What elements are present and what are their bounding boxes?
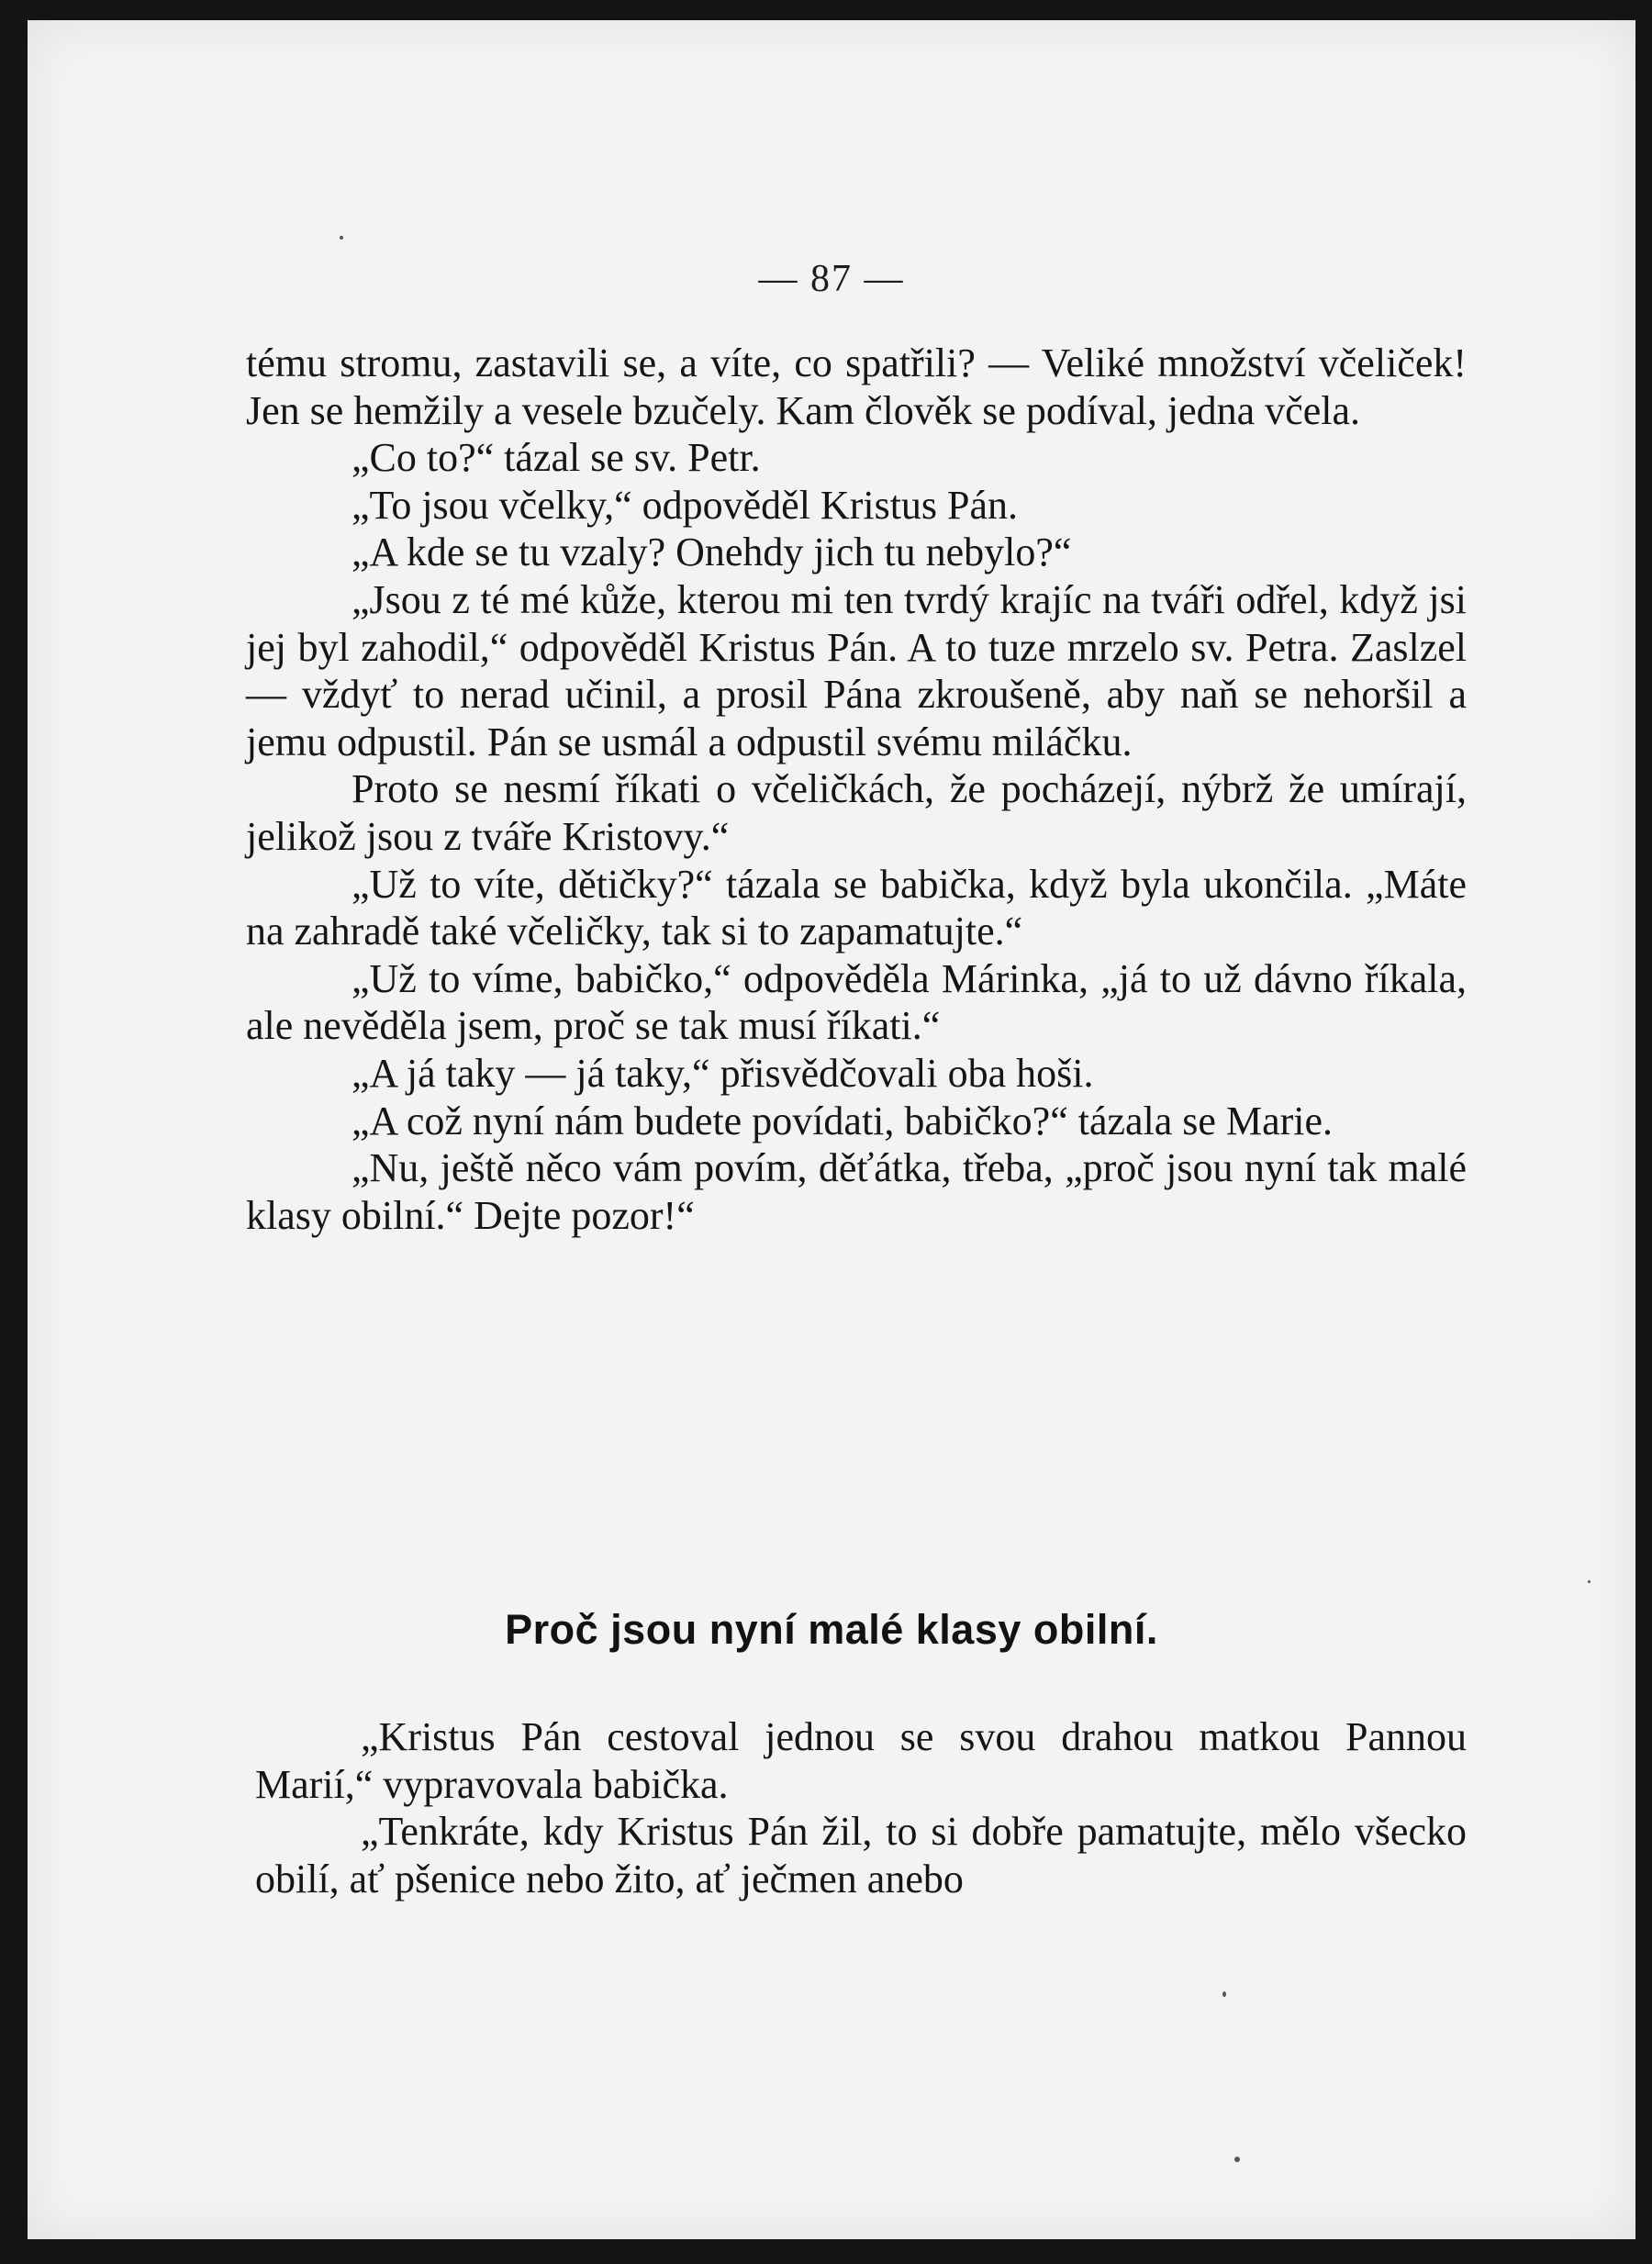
paragraph: „Už to víte, dětičky?“ tázala se babička, když byla ukončila. „Máte na zahradě také včeličky, tak si to zapamatujte.“ — [246, 861, 1467, 954]
paragraph: „Jsou z té mé kůže, kterou mi ten tvrdý krajíc na tváři odřel, když jsi jej byl zahodil,“ odpověděl Kristus Pán. A to tuze mrzelo sv. Petra. Zaslzel — vždyť to nerad učinil, a prosil Pána zkroušeně, aby naň se nehoršil a jemu odpustil. Pán se usmál a odpustil svému miláčku. — [246, 576, 1467, 764]
paragraph: „A což nyní nám budete povídati, babičko?“ tázala se Marie. — [352, 1098, 1334, 1143]
paragraph: tému stromu, zastavili se, a víte, co spatřili? — Veliké množství včeliček! Jen se hemžily a vesele bzučely. Kam člověk se podíval, jedna včela. — [246, 340, 1467, 433]
paragraph: Proto se nesmí říkati o včeličkách, že pocházejí, nýbrž že umírají, jelikož jsou z tváře Kristovy.“ — [246, 766, 1467, 859]
paragraph: „To jsou včelky,“ odpověděl Kristus Pán. — [352, 482, 1019, 528]
paragraph: „Kristus Pán cestoval jednou se svou drahou matkou Pannou Marií,“ vypravovala babička. — [255, 1714, 1467, 1807]
paragraph: „A kde se tu vzaly? Onehdy jich tu nebylo?“ — [352, 530, 1072, 575]
body-text-before-heading — [246, 340, 1467, 1239]
scan-speck — [1234, 2157, 1240, 2162]
paragraph: „Tenkráte, kdy Kristus Pán žil, to si dobře pamatujte, mělo všecko obilí, ať pšenice nebo žito, ať ječmen anebo — [255, 1809, 1467, 1902]
paragraph: „Už to víme, babičko,“ odpověděla Márinka, „já to už dávno říkala, ale nevěděla jsem, proč se tak musí říkati.“ — [246, 955, 1467, 1049]
paragraph: „A já taky — já taky,“ přisvědčovali oba hoši. — [352, 1050, 1094, 1096]
paragraph: „Nu, ještě něco vám povím, děťátka, třeba, „proč jsou nyní tak malé klasy obilní.“ Dejte pozor!“ — [246, 1145, 1467, 1238]
book-page — [28, 20, 1635, 2239]
scan-speck — [1222, 1991, 1226, 1997]
section-heading: Proč jsou nyní malé klasy obilní. — [505, 1606, 1158, 1653]
paragraph: „Co to?“ tázal se sv. Petr. — [352, 435, 761, 481]
body-text-after-heading — [255, 1713, 1467, 1902]
scan-speck — [340, 236, 343, 240]
page-number: — 87 — — [758, 258, 905, 300]
scan-speck — [1588, 1580, 1591, 1583]
